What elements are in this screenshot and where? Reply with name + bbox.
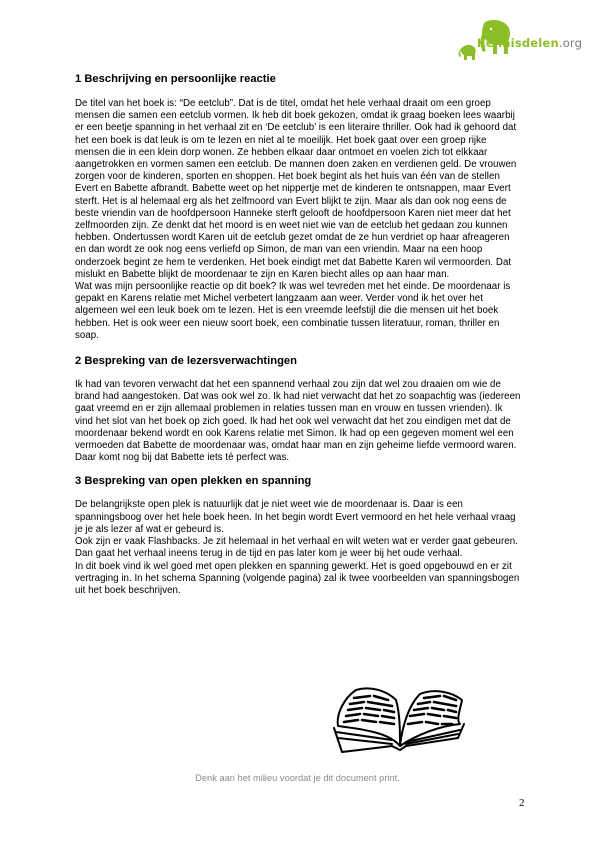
page-number: 2 — [519, 797, 525, 809]
section-heading: 1 Beschrijving en persoonlijke reactie — [75, 73, 276, 85]
section-heading: 2 Bespreking van de lezersverwachtingen — [75, 355, 297, 368]
open-book-icon — [330, 684, 468, 754]
logo-brand: Kennisdelen — [477, 36, 559, 50]
paragraph: Ook zijn er vaak Flashbacks. Je zit helemaal in het verhaal en wilt weten wat er verder gaat gebeuren. Dan gaat het verhaal ineens terug in de tijd en pas later kom je weer bij het oude verhaal. — [75, 536, 518, 560]
paragraph: De belangrijkste open plek is natuurlijk dat je niet weet wie de moordenaar is. Daar is een spanningsboog over het hele boek heen. In het begin wordt Evert vermoord en het hele verhaal vraag je je als lezer af wat er gebeurd is. — [75, 499, 516, 535]
section-description — [75, 72, 521, 342]
section-expectations — [75, 354, 521, 464]
section-open-spots — [75, 474, 521, 597]
paragraph: De titel van het boek is: “De eetclub”. Dat is de titel, omdat het hele verhaal draait om een groep mensen die samen een eetclub vormen. Ik heb dit boek gekozen, omdat ik graag boeken lees waarbij er een beetje spanning in het verhaal zit en ‘De eetclub’ is een literaire thriller. Ook had ik gehoord dat het een boek is dat leuk is om te lezen en niet al te moeilijk. Het boek gaat over een groep rijke mensen die in een klein dorp wonen. Ze hebben elkaar daar ontmoet en voelen zich tot elkkaar aangetrokken en vormen samen een eetclub. De mannen doen zaken en verdienen geld. De vrouwen zorgen voor de kinderen, sporten en shoppen. Het boek begint als het huis van één van de stellen Evert en Babette afbrandt. Babette weet op het nippertje met de kinderen te ontsnappen, maar Evert sterft. Het is al helemaal erg als het zelfmoord van Evert blijkt te zijn. Maar als dan ook nog eens de beste vriendin van de hoofdpersoon Hanneke sterft gelooft de hoofdpersoon Karen niet meer dat het zelfmoorden zijn. Ze denkt dat het moord is en weet niet wie van de eetclub het gedaan zou kunnen hebben. Ondertussen wordt Karen uit de eetclub gezet omdat de ze hun verdriet op haar afreageren en dan wordt ze ook nog eens verliefd op Simon, de man van een vriendin. Maar na een hoop onderzoek begint ze hem te verdenken. Het boek eindigt met dat Babette Karen wil vermoorden. Dat mislukt en Babette blijkt de moordenaar te zijn en Karen biecht alles op aan haar man. — [75, 98, 517, 280]
paragraph: Wat was mijn persoonlijke reactie op dit boek? Ik was wel tevreden met het einde. De moordenaar is gepakt en Karens relatie met Michel verbetert langzaam aan weer. Verder vond ik het over het algemeen wel een leuk boek om te lezen. Het is een vreemde leefstijl die die mensen uit het boek hebben. Het is ook weer een nieuw soort boek, een combinatie tussen literatuur, roman, thriller en soap. — [75, 281, 511, 341]
paragraph: In dit boek vind ik wel goed met open plekken en spanning gewerkt. Het is goed opgebouwd en er zit vertraging in. In het schema Spanning (volgende pagina) zal ik twee voorbeelden van spanningsbogen uit het boek beschrijven. — [75, 560, 520, 596]
logo-wordmark — [477, 36, 582, 50]
document-body — [75, 72, 521, 597]
paragraph: Ik had van tevoren verwacht dat het een spannend verhaal zou zijn dat wel zou draaien om wie de brand had aangestoken. Dat was ook wel zo. Ik had niet verwacht dat het zo soapachtig was (iedereen gaat vreemd en er zijn allemaal problemen in relaties tussen man en vrouw en tussen vrienden). Ik vind het slot van het boek op zich goed. Ik had het ook wel verwacht dat het zou eindigen met dat de moordenaar bekend wordt en ook Karens relatie met Simon. Ik had op een gegeven moment wel een vermoeden dat Babette de moordenaar was, omdat haar man en zijn geheime liefde vermoord waren. Daar komt nog bij dat Babette iets té perfect was. — [75, 379, 521, 464]
section-heading: 3 Bespreking van open plekken en spanning — [75, 475, 312, 488]
site-logo — [455, 14, 583, 60]
logo-tld: .org — [558, 36, 583, 50]
footer-note: Denk aan het milieu voordat je dit document print. — [195, 773, 400, 783]
